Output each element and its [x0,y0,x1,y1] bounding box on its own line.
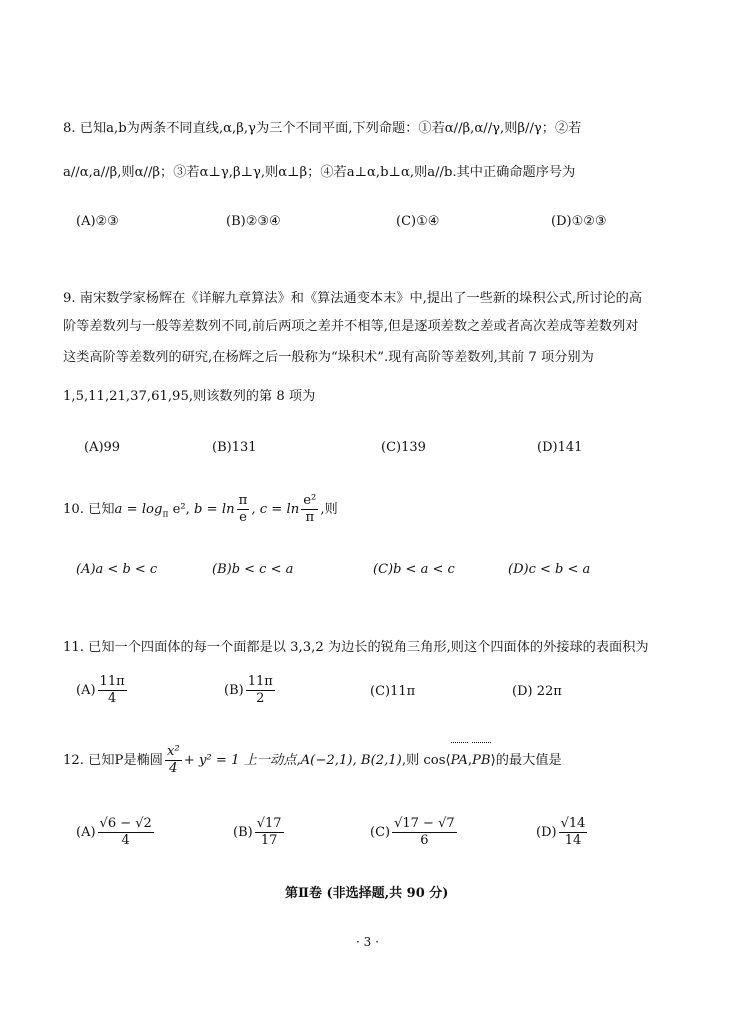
q12-option-b [233,815,286,851]
q12-frac-den: 4 [169,761,178,776]
q12-vector-pa: PA [451,742,468,779]
q12-option-a [76,815,156,851]
q11-option-d: (D) 22π [512,684,562,699]
q8-option-b: (B)②③④ [226,214,281,229]
q12-option-c-fraction [392,816,457,849]
q12-line [63,742,562,779]
q12-points: A(−2,1), B(2,1) [300,753,402,768]
q12-mid: + y² = 1 上一动点, [183,753,301,768]
q12-option-c-label: (C) [370,825,391,840]
q10-suffix: ,则 [320,502,338,517]
q12-option-b-label: (B) [233,825,253,840]
q12-option-d-fraction [559,816,588,849]
q9-option-d: (D)141 [537,440,583,455]
q9-line4: 1,5,11,21,37,61,95,则该数列的第 8 项为 [63,389,316,404]
q11-option-c: (C)11π [370,684,416,699]
q12-option-b-den: 17 [260,833,278,848]
q12-frac-num: x² [166,744,180,759]
q10-prefix: 10. 已知 [63,502,115,517]
q12-option-b-num: √17 [256,816,282,831]
q9-option-b: (B)131 [212,440,257,455]
q8-option-c: (C)①④ [396,214,440,229]
q12-option-d-num: √14 [560,816,586,831]
q11-option-a-label: (A) [76,683,96,698]
q12-prefix: 12. 已知P是椭圆 [63,753,163,768]
q12-vector-pb: PB [472,742,491,779]
q12-option-c-num: √17 − √7 [394,816,455,831]
q11-option-a [76,673,129,709]
q11-option-b-den: 2 [256,691,265,706]
q12-cos-pre: ,则 cos⟨ [401,753,451,768]
q10-b-fraction [237,493,250,526]
q12-comma: , [467,753,473,768]
q12-option-d-label: (D) [536,825,557,840]
q11-option-b [224,673,277,709]
q12-option-c [370,815,459,851]
q12-option-d-den: 14 [564,833,582,848]
q8-option-d: (D)①②③ [551,214,607,229]
page-number: · 3 · [356,935,379,949]
q10-option-c: (C)b < a < c [373,562,455,577]
q12-cos-post: ⟩的最大值是 [490,753,562,768]
q10-b-numerator: π [238,493,248,508]
q9-option-a: (A)99 [84,440,121,455]
q10-c-expr: , c = ln [251,502,300,517]
q10-b-expr: b = ln [189,502,235,517]
q10-a-tail: e², [168,502,190,517]
q11-option-a-fraction [98,674,127,707]
q11-option-a-den: 4 [107,691,117,706]
q10-c-numerator: e² [303,493,317,508]
q10-a-sub: π [162,509,169,520]
q12-ellipse-fraction [165,744,182,777]
q8-option-a: (A)②③ [76,214,119,229]
q11-option-b-num: 11π [247,674,273,689]
q10-a-expr: a = log [114,502,163,517]
q11-option-b-fraction [246,674,275,707]
q9-option-c: (C)139 [381,440,426,455]
q11-option-b-label: (B) [224,683,244,698]
q10-b-denominator: e [239,510,247,525]
q12-option-a-fraction [98,816,154,849]
q12-option-c-den: 6 [420,833,429,848]
q9-line2: 阶等差数列与一般等差数列不同,前后两项之差并不相等,但是逐项差数之差或者高次差成等差数列对 [63,319,639,334]
q9-line3: 这类高阶等差数列的研究,在杨辉之后一般称为“垛积术”.现有高阶等差数列,其前 7 项分别为 [63,350,594,365]
q10-line [63,492,338,533]
q12-option-b-fraction [255,816,284,849]
q8-line1: 8. 已知a,b为两条不同直线,α,β,γ为三个不同平面,下列命题：①若α//β,α//γ,则β//γ；②若 [63,121,582,136]
q10-option-a: (A)a < b < c [76,562,158,577]
q12-option-a-den: 4 [121,833,130,848]
q11-option-a-num: 11π [99,674,125,689]
q10-option-b: (B)b < c < a [212,562,294,577]
q12-option-a-label: (A) [76,825,96,840]
q12-option-d [536,815,589,851]
q10-option-d: (D)c < b < a [508,562,591,577]
q11-line1: 11. 已知一个四面体的每一个面都是以 3,3,2 为边长的锐角三角形,则这个四面体的外接球的表面积为 [63,640,649,655]
q10-c-fraction [301,493,318,526]
q8-line2: a//α,a//β,则α//β；③若α⊥γ,β⊥γ,则α⊥β；④若a⊥α,b⊥α,则a//b.其中正确命题序号为 [63,165,576,180]
q9-line1: 9. 南宋数学家杨辉在《详解九章算法》和《算法通变本末》中,提出了一些新的垛积公式,所讨论的高 [63,291,643,306]
q12-option-a-num: √6 − √2 [99,816,152,831]
section-title: 第Ⅱ卷 (非选择题,共 90 分) [285,886,449,901]
q10-c-denominator: π [305,510,315,525]
